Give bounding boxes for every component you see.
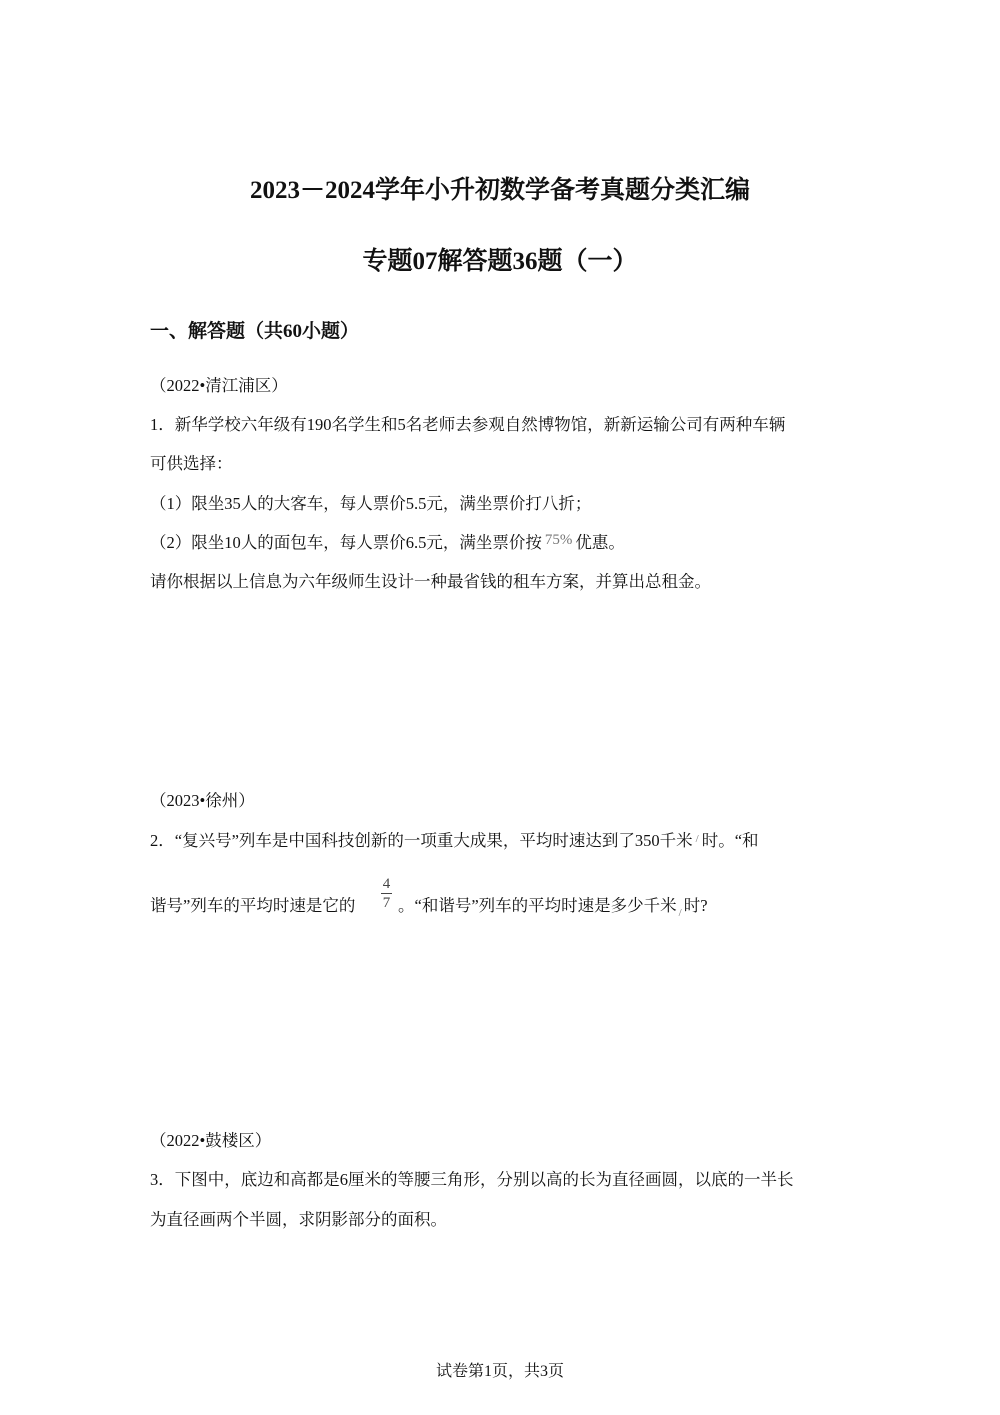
percent-value: 75%	[544, 532, 573, 548]
question-2-line-2-a: 谐号”列车的平均时速是它的	[150, 896, 356, 915]
document-subtitle: 专题07解答题36题（一）	[362, 248, 638, 275]
section-heading: 一、解答题（共60小题）	[150, 321, 360, 342]
question-2-text-3: 时?	[683, 896, 708, 915]
question-3-line-1: 3．下图中，底边和高都是6厘米的等腰三角形，分别以高的长为直径画圆，以底的一半长	[150, 1170, 794, 1189]
question-1-option-2	[150, 529, 625, 553]
option-2-text: （2）限坐10人的面包车，每人票价6.5元，满坐票价按	[150, 533, 542, 552]
question-1-line-1: 1．新华学校六年级有190名学生和5名老师去参观自然博物馆，新新运输公司有两种车辆	[150, 415, 786, 434]
document-title: 2023－2024学年小升初数学备考真题分类汇编	[249, 177, 750, 204]
question-1-option-1: （1）限坐35人的大客车，每人票价5.5元，满坐票价打八折；	[150, 494, 592, 513]
question-2-line-1	[150, 827, 759, 851]
question-1-ask: 请你根据以上信息为六年级师生设计一种最省钱的租车方案，并算出总租金。	[150, 572, 711, 591]
question-1-line-2: 可供选择：	[150, 454, 233, 473]
question-1-source: （2022•清江浦区）	[150, 376, 288, 395]
question-2-source: （2023•徐州）	[150, 791, 255, 810]
unit-slash-2: /	[678, 907, 682, 919]
option-2-text-end: 优惠。	[575, 533, 625, 552]
fraction-denominator: 7	[382, 895, 391, 911]
question-3-line-2: 为直径画两个半圆，求阴影部分的面积。	[150, 1210, 447, 1229]
question-2-text-2: 。“和谐号”列车的平均时速是多少千米	[398, 896, 677, 915]
question-2-text-end: 时。“和	[701, 831, 759, 850]
question-2-text: 2．“复兴号”列车是中国科技创新的一项重大成果，平均时速达到了350千米	[150, 831, 693, 850]
fraction-four-sevenths	[381, 875, 392, 912]
page-footer: 试卷第1页，共3页	[435, 1363, 564, 1380]
unit-slash: /	[695, 833, 699, 845]
fraction-numerator: 4	[382, 876, 391, 892]
question-2-line-2-b	[398, 892, 708, 919]
question-3-source: （2022•鼓楼区）	[150, 1131, 272, 1150]
